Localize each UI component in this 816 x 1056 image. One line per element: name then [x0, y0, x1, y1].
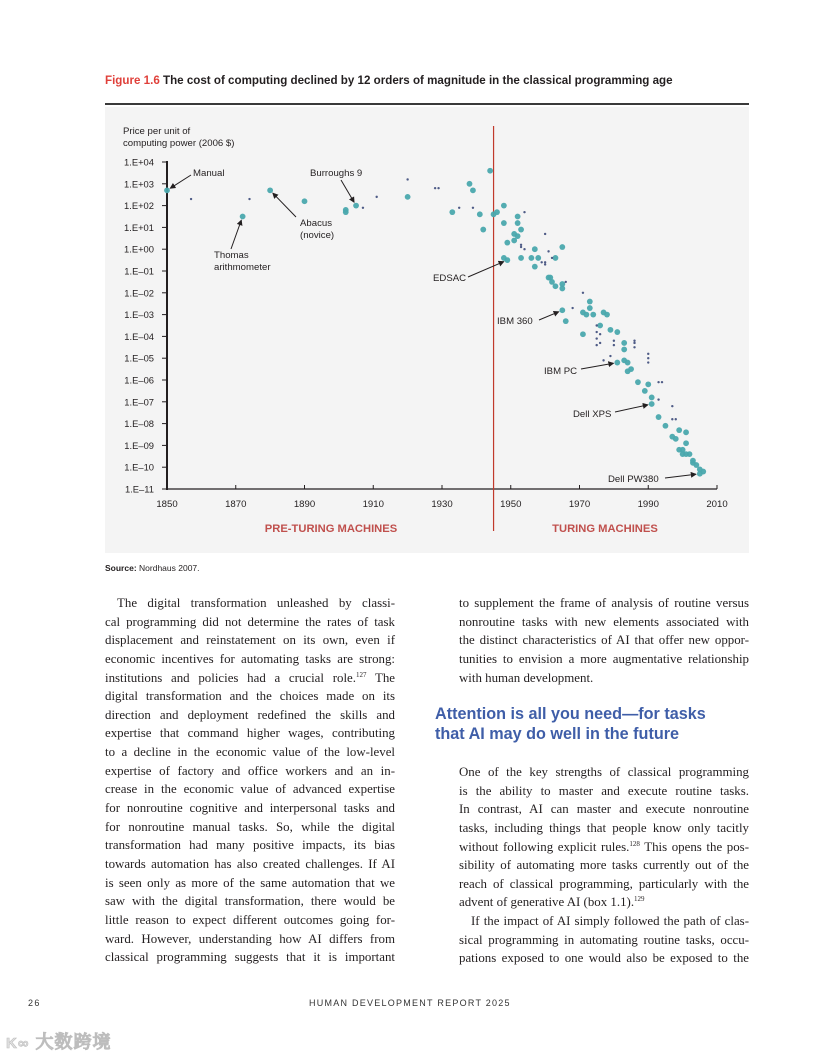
- footnote-ref: 127: [355, 670, 367, 679]
- data-point-minor: [595, 344, 597, 346]
- text-line: [105, 706, 395, 725]
- text-line: [105, 818, 395, 837]
- data-point-major: [480, 227, 486, 233]
- data-point-major: [625, 360, 631, 366]
- data-point-major: [477, 211, 483, 217]
- y-tick-label: 1.E–02: [124, 287, 154, 299]
- footnote-ref: 129: [634, 895, 645, 904]
- x-tick-label: 1950: [500, 499, 522, 510]
- y-tick-label: 1.E–11: [124, 483, 154, 495]
- text-line: [459, 875, 749, 894]
- annotation-label: Abacus: [300, 218, 332, 229]
- data-point-minor: [599, 342, 601, 344]
- text-line: [459, 838, 749, 857]
- y-tick-label: 1.E–03: [124, 309, 154, 321]
- text-run: pations exposed to one would also be exposed to the: [459, 951, 749, 966]
- text-line: [105, 874, 395, 893]
- data-point-major: [683, 440, 689, 446]
- data-point-major: [697, 471, 703, 477]
- text-run: expertise of factory and office workers and an in-: [105, 763, 395, 778]
- data-point-minor: [523, 211, 525, 213]
- y-tick-label: 1.E–07: [124, 396, 154, 408]
- y-tick-label: 1.E–10: [124, 461, 154, 473]
- text-line: [459, 782, 749, 801]
- region-label-turing: TURING MACHINES: [552, 523, 658, 535]
- data-point-minor: [582, 292, 584, 294]
- data-point-major: [302, 198, 308, 204]
- text-run: The digital transformation unleashed by classi-: [117, 596, 395, 610]
- data-point-major: [487, 168, 493, 174]
- source-text: Nordhaus 2007.: [139, 563, 200, 573]
- text-line: [459, 669, 749, 688]
- data-point-major: [628, 366, 634, 372]
- data-point-major: [614, 329, 620, 335]
- data-point-minor: [375, 196, 377, 198]
- data-point-minor: [248, 198, 250, 200]
- data-point-major: [583, 312, 589, 318]
- text-line: [105, 762, 395, 781]
- figure-title-text: The cost of computing declined by 12 orders of magnitude in the classical programming age: [163, 74, 673, 87]
- data-point-major: [559, 307, 565, 313]
- data-point-major: [164, 187, 170, 193]
- data-point-major: [676, 427, 682, 433]
- text-line: [105, 799, 395, 818]
- text-run: towards automation has also created challenges. If AI: [105, 856, 395, 871]
- text-run: In contrast, AI can master and execute nonroutine: [459, 802, 749, 817]
- data-point-minor: [647, 357, 649, 359]
- data-point-major: [518, 255, 524, 261]
- annotation-label: EDSAC: [433, 273, 467, 284]
- data-point-minor: [544, 261, 546, 263]
- text-line: [105, 911, 395, 930]
- body-column-right-top: [459, 594, 749, 687]
- text-run: the distinct characteristics of AI that offer new oppor-: [459, 633, 749, 648]
- text-line: [459, 949, 749, 968]
- data-point-minor: [190, 198, 192, 200]
- text-run: ward. However, understanding how AI differs from: [105, 931, 395, 946]
- y-axis-label: Price per unit of: [123, 126, 191, 137]
- x-tick-label: 1930: [431, 499, 453, 510]
- data-point-minor: [675, 418, 677, 420]
- text-run: sical programming in automating routine tasks, occu-: [459, 932, 749, 947]
- data-point-minor: [595, 337, 597, 339]
- y-tick-label: 1.E–04: [124, 330, 154, 342]
- data-point-major: [518, 227, 524, 233]
- data-point-minor: [547, 250, 549, 252]
- data-point-major: [449, 209, 455, 215]
- text-run: for nonroutine cognitive and interpersonal tasks and: [105, 801, 395, 816]
- text-run: nonroutine tasks with new elements associated with: [459, 614, 749, 629]
- footnote-ref: 128: [629, 839, 640, 848]
- data-point-major: [532, 246, 538, 252]
- text-line: [105, 669, 395, 688]
- data-point-major: [608, 327, 614, 333]
- data-point-minor: [540, 261, 542, 263]
- data-point-major: [649, 395, 655, 401]
- text-line: [105, 594, 395, 613]
- text-line: [459, 594, 749, 613]
- region-label-pre-turing: PRE-TURING MACHINES: [264, 523, 398, 535]
- text-run: to supplement the frame of analysis of routine versus: [459, 596, 749, 610]
- text-run: digital transformation and the choices made on its: [105, 689, 395, 704]
- data-point-minor: [472, 207, 474, 209]
- data-point-major: [621, 347, 627, 353]
- text-line: [105, 930, 395, 949]
- data-point-major: [683, 429, 689, 435]
- data-point-major: [656, 414, 662, 420]
- data-point-major: [649, 401, 655, 407]
- watermark-text: 大数跨境: [35, 1032, 112, 1052]
- x-tick-label: 2010: [706, 499, 728, 510]
- text-run: direction and deployment redefined the skills and: [105, 707, 395, 722]
- y-tick-label: 1.E–01: [124, 265, 154, 277]
- y-tick-label: 1.E+03: [124, 178, 154, 190]
- section-heading: [435, 705, 755, 744]
- x-tick-label: 1850: [156, 499, 178, 510]
- text-line: [105, 948, 395, 967]
- text-run: expertise that command higher wages, contributing: [105, 726, 395, 741]
- running-title: HUMAN DEVELOPMENT REPORT 2025: [309, 998, 511, 1008]
- text-line: [459, 631, 749, 650]
- text-line: [105, 892, 395, 911]
- data-point-major: [553, 255, 559, 261]
- y-tick-label: 1.E+04: [124, 156, 154, 168]
- data-point-minor: [633, 340, 635, 342]
- text-run: transformation had many positive impacts, its bias: [105, 838, 395, 853]
- data-point-major: [535, 255, 541, 261]
- data-point-major: [405, 194, 411, 200]
- text-line: [459, 650, 749, 669]
- data-point-major: [614, 360, 620, 366]
- data-point-minor: [595, 324, 597, 326]
- text-line: [459, 893, 749, 912]
- data-point-major: [267, 187, 273, 193]
- y-tick-label: 1.E–06: [124, 374, 154, 386]
- data-point-minor: [406, 178, 408, 180]
- data-point-minor: [520, 244, 522, 246]
- data-point-minor: [657, 381, 659, 383]
- x-tick-label: 1990: [637, 499, 659, 510]
- data-point-minor: [609, 355, 611, 357]
- data-point-minor: [613, 340, 615, 342]
- text-line: [105, 650, 395, 669]
- watermark-icon: K∞: [6, 1035, 30, 1052]
- text-line: [105, 724, 395, 743]
- data-point-major: [559, 286, 565, 292]
- data-point-major: [642, 388, 648, 394]
- text-line: [459, 912, 749, 931]
- body-column-right-bottom: [459, 763, 749, 968]
- data-point-minor: [544, 233, 546, 235]
- text-run: If the impact of AI simply followed the path of clas-: [471, 914, 749, 929]
- data-point-major: [590, 312, 596, 318]
- text-run: tunities to envision a more augmentative relationship: [459, 651, 749, 666]
- data-point-minor: [633, 342, 635, 344]
- text-line: [105, 613, 395, 632]
- data-point-minor: [523, 248, 525, 250]
- data-point-major: [673, 436, 679, 442]
- data-point-major: [580, 331, 586, 337]
- data-point-major: [663, 423, 669, 429]
- watermark-logo: [6, 1028, 112, 1054]
- data-point-major: [563, 318, 569, 324]
- data-point-major: [528, 255, 534, 261]
- text-line: [105, 780, 395, 799]
- text-run: little reason to expect different outcomes going for-: [105, 912, 395, 927]
- y-tick-label: 1.E+01: [124, 221, 154, 233]
- text-run: reach of classical programming, particularly with the: [459, 876, 749, 891]
- text-run: sibility of automating more tasks currently out of the: [459, 858, 749, 873]
- text-line: [459, 856, 749, 875]
- y-tick-label: 1.E–08: [124, 418, 154, 430]
- text-run: crease in the economic value of advanced expertise: [105, 782, 395, 797]
- text-line: [459, 763, 749, 782]
- annotation-label: Dell XPS: [573, 409, 612, 420]
- data-point-major: [635, 379, 641, 385]
- text-line: [105, 631, 395, 650]
- data-point-major: [470, 187, 476, 193]
- data-point-major: [587, 299, 593, 305]
- data-point-major: [687, 451, 693, 457]
- text-run: classical programming suggests that it is important: [105, 950, 395, 965]
- annotation-label: Manual: [193, 168, 225, 179]
- body-column-left: [105, 594, 395, 967]
- data-point-minor: [647, 353, 649, 355]
- data-point-minor: [599, 333, 601, 335]
- data-point-major: [604, 312, 610, 318]
- data-point-major: [597, 323, 603, 329]
- annotation-label: Burroughs 9: [310, 168, 363, 179]
- section-heading-line: that AI may do well in the future: [435, 724, 680, 743]
- data-point-minor: [671, 405, 673, 407]
- y-tick-label: 1.E+02: [124, 200, 154, 212]
- text-run: is seen only as more of the same automation that we: [105, 875, 395, 890]
- text-run: advent of generative AI (box 1.1).: [459, 895, 635, 910]
- text-line: [459, 613, 749, 632]
- data-point-minor: [633, 346, 635, 348]
- data-point-minor: [657, 398, 659, 400]
- text-run: economic incentives for automating tasks are strong:: [105, 651, 395, 666]
- annotation-label: Dell PW380: [608, 474, 659, 485]
- data-point-minor: [671, 418, 673, 420]
- x-tick-label: 1910: [362, 499, 384, 510]
- data-point-minor: [565, 281, 567, 283]
- text-line: [459, 819, 749, 838]
- data-point-major: [511, 238, 517, 244]
- text-line: [105, 687, 395, 706]
- y-tick-label: 1.E+00: [124, 243, 154, 255]
- data-point-major: [504, 240, 510, 246]
- data-point-major: [501, 203, 507, 209]
- data-point-major: [559, 244, 565, 250]
- text-run: saw with the digital transformation, there would be: [105, 894, 395, 909]
- data-point-major: [467, 181, 473, 187]
- x-tick-label: 1870: [225, 499, 247, 510]
- data-point-minor: [362, 207, 364, 209]
- text-line: [105, 743, 395, 762]
- data-point-minor: [602, 359, 604, 361]
- text-line: [105, 855, 395, 874]
- y-axis-label: computing power (2006 $): [123, 138, 235, 149]
- data-point-minor: [544, 263, 546, 265]
- data-point-major: [504, 257, 510, 263]
- text-run: without following explicit rules.: [459, 839, 630, 854]
- data-point-minor: [647, 361, 649, 363]
- text-run: displacement and reinstatement on its own, even if: [105, 633, 395, 648]
- data-point-major: [494, 209, 500, 215]
- annotation-label: IBM PC: [544, 366, 578, 377]
- text-run: tasks, including things that people know only tacitly: [459, 820, 749, 835]
- data-point-minor: [571, 307, 573, 309]
- data-point-major: [553, 283, 559, 289]
- data-point-major: [515, 214, 521, 220]
- data-point-minor: [551, 257, 553, 259]
- text-run: cal programming did not determine the rates of task: [105, 614, 395, 629]
- source-label: Source:: [105, 563, 137, 573]
- text-run: is the ability to master and execute routine tasks.: [459, 783, 749, 798]
- text-line: [459, 931, 749, 950]
- text-run: The: [366, 670, 395, 685]
- data-point-major: [532, 264, 538, 270]
- y-tick-label: 1.E–09: [124, 439, 154, 451]
- data-point-major: [501, 220, 507, 226]
- annotation-label: IBM 360: [497, 316, 533, 327]
- text-line: [105, 836, 395, 855]
- data-point-major: [645, 381, 651, 387]
- data-point-major: [343, 207, 349, 213]
- data-point-major: [587, 305, 593, 311]
- text-run: to a decline in the economic value of the low-level: [105, 745, 395, 760]
- page-number: 26: [28, 998, 41, 1008]
- figure-source: [105, 563, 200, 573]
- text-run: for nonroutine manual tasks. So, while the digital: [105, 819, 395, 834]
- text-run: institutions and policies had a crucial role.: [105, 670, 356, 685]
- data-point-major: [240, 214, 246, 220]
- text-run: One of the key strengths of classical programming: [459, 765, 749, 779]
- data-point-minor: [458, 207, 460, 209]
- data-point-minor: [437, 187, 439, 189]
- x-tick-label: 1890: [293, 499, 316, 510]
- data-point-major: [515, 220, 521, 226]
- text-run: This opens the pos-: [639, 839, 749, 854]
- data-point-minor: [613, 344, 615, 346]
- data-point-minor: [520, 246, 522, 248]
- figure-number: Figure 1.6: [105, 74, 160, 87]
- data-point-minor: [434, 187, 436, 189]
- text-run: with human development.: [459, 670, 594, 685]
- annotation-label: arithmometer: [214, 262, 271, 273]
- data-point-minor: [595, 331, 597, 333]
- data-point-minor: [661, 381, 663, 383]
- y-tick-label: 1.E–05: [124, 352, 154, 364]
- annotation-label: Thomas: [214, 250, 249, 261]
- x-tick-label: 1970: [568, 499, 591, 510]
- annotation-label: (novice): [300, 230, 335, 241]
- data-point-major: [621, 340, 627, 346]
- data-point-major: [353, 203, 359, 209]
- text-line: [459, 800, 749, 819]
- section-heading-line: Attention is all you need—for tasks: [435, 705, 706, 723]
